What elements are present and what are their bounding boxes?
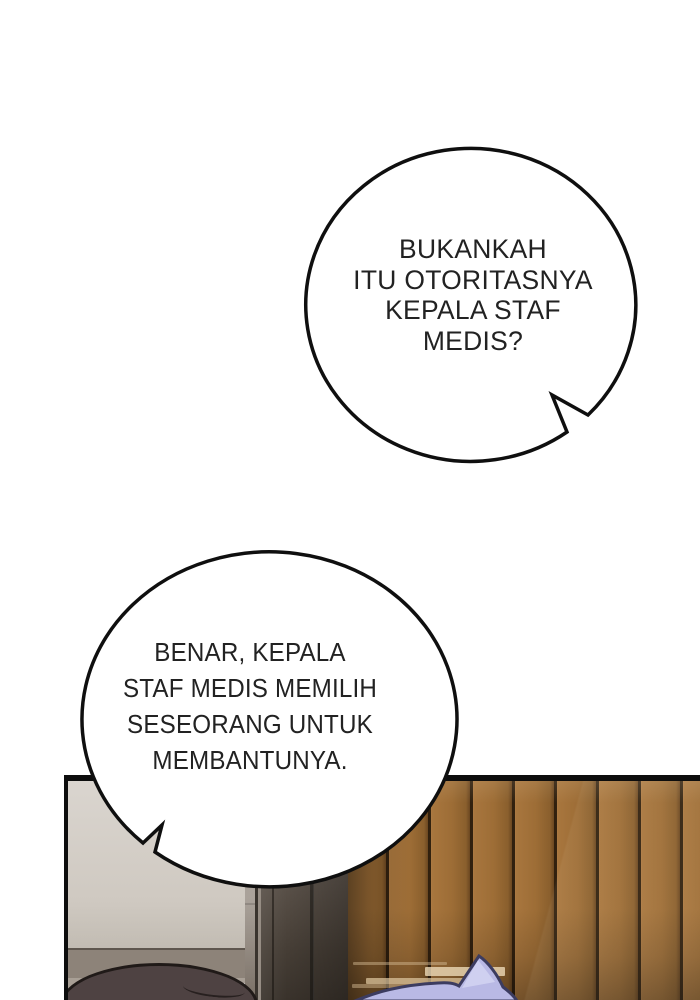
- speech-bubble-1-text: [297, 234, 650, 356]
- speech-bubble-2-text: [83, 634, 418, 778]
- bubble-line: SESEORANG UNTUK: [127, 709, 373, 739]
- bubble-line: STAF MEDIS MEMILIH: [122, 673, 378, 703]
- bubble-line: ITU OTORITASNYA: [353, 264, 593, 295]
- bubble-line: BENAR, KEPALA: [154, 637, 346, 667]
- bubble-line: MEDIS?: [422, 325, 524, 356]
- bubble-line: MEMBANTUNYA.: [152, 745, 348, 775]
- bubble-line: BUKANKAH: [399, 234, 547, 264]
- bubble-line: KEPALA STAF: [385, 295, 561, 325]
